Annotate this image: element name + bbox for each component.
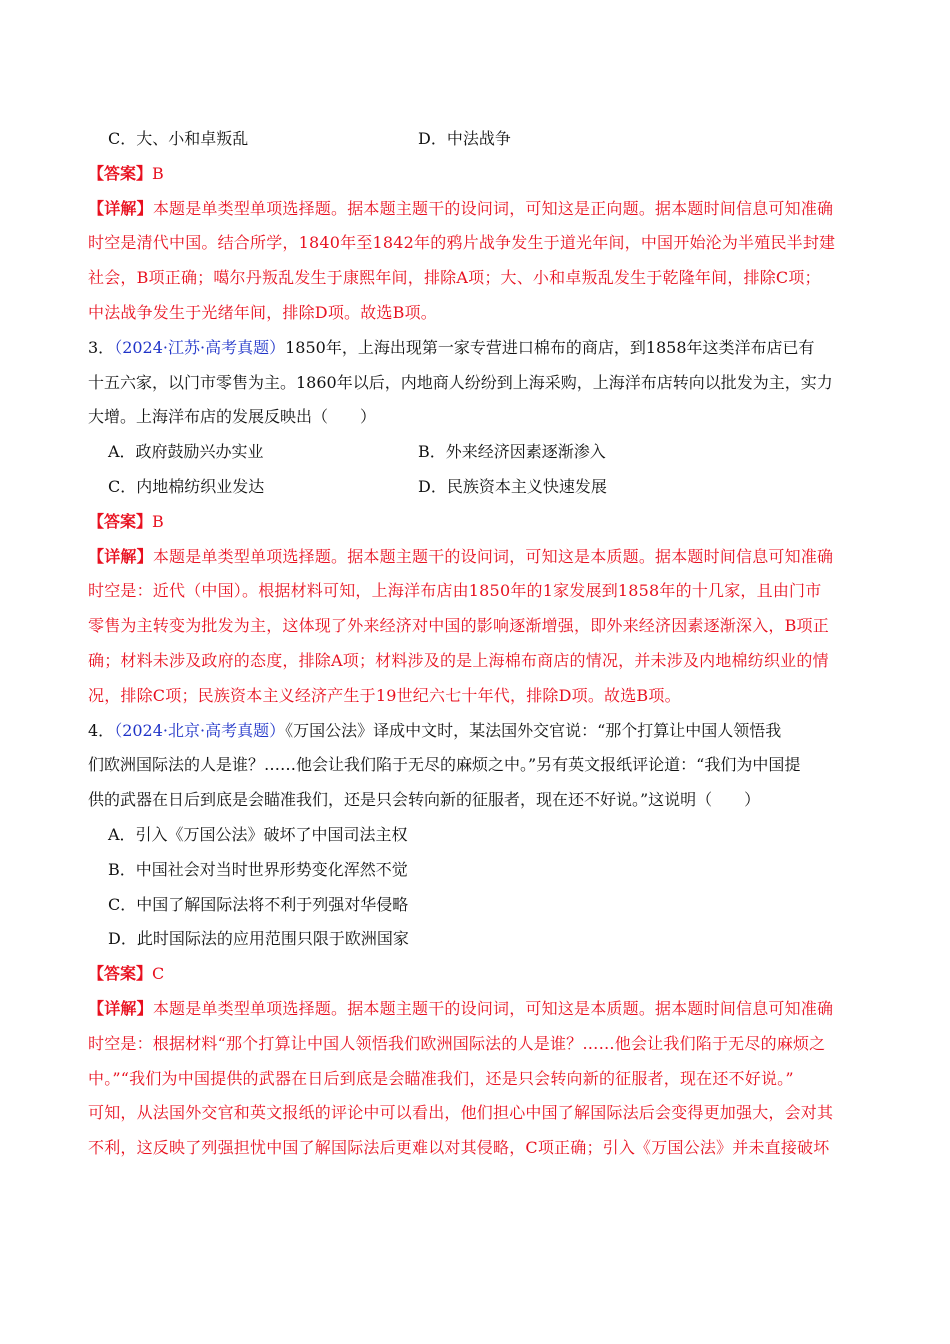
detail-line: 中法战争发生于光绪年间，排除D项。故选B项。 [88,302,437,322]
question-number: 3． [88,337,115,357]
answer-tag: 【答案】 [88,163,153,183]
question-number: 4． [88,720,115,740]
detail-line: 【详解】本题是单类型单项选择题。据本题主题干的设问词，可知这是正向题。据本题时间信息可知准确 [88,198,834,218]
answer-tag: 【答案】 [88,511,153,531]
answer-value: B [152,163,164,183]
detail-line: 中。”“我们为中国提供的武器在日后到底是会瞄准我们，还是只会转向新的征服者，现在还不好说。” [88,1068,794,1088]
q4-option-b: B．中国社会对当时世界形势变化浑然不觉 [108,859,408,879]
detail-line: 时空是清代中国。结合所学，1840年至1842年的鸦片战争发生于道光年间，中国开始沦为半殖民半封建 [88,233,836,253]
q4-option-a: A．引入《万国公法》破坏了中国司法主权 [108,824,408,844]
question-source: （2024·江苏·高考真题） [114,337,286,357]
detail-tag: 【详解】 [88,998,153,1018]
q4-stem-first-line [88,714,868,749]
q4-answer [88,957,868,992]
detail-line: 可知，从法国外交官和英文报纸的评论中可以看出，他们担心中国了解国际法后会变得更加强大，会对其 [88,1103,834,1123]
q3-option-d: D．民族资本主义快速发展 [418,476,607,496]
q3-option-b: B．外来经济因素逐渐渗入 [418,442,606,462]
q4-stem-line: 们欧洲国际法的人是谁？……他会让我们陷于无尽的麻烦之中。”另有英文报纸评论道：“我们为中国提 [88,755,801,775]
q4-detail [88,992,868,1166]
q2-option-d: D．中法战争 [418,129,511,148]
q3-answer [88,505,868,540]
q2-options-row-cd [88,122,868,157]
q3-options-row-ab [88,435,868,470]
detail-line: 零售为主转变为批发为主，这体现了外来经济对中国的影响逐渐增强，即外来经济因素逐渐深入，B项正 [88,616,829,636]
q3-detail [88,540,868,714]
q3-options-row-cd [88,470,868,505]
q3-option-c: C．内地棉纺织业发达 [108,476,265,496]
document-body [88,122,868,1166]
q4-option-c: C．中国了解国际法将不利于列强对华侵略 [108,894,409,914]
detail-line: 时空是：根据材料“那个打算让中国人领悟我们欧洲国际法的人是谁？……他会让我们陷于无尽的麻烦之 [88,1033,826,1053]
q2-option-c: C．大、小和卓叛乱 [108,129,249,148]
answer-value: C [152,964,165,984]
q3-stem-line: 大增。上海洋布店的发展反映出（ ） [88,407,377,427]
detail-line: 况，排除C项；民族资本主义经济产生于19世纪六七十年代，排除D项。故选B项。 [88,685,681,705]
detail-line: 【详解】本题是单类型单项选择题。据本题主题干的设问词，可知这是本质题。据本题时间信息可知准确 [88,998,834,1018]
answer-tag: 【答案】 [88,964,153,984]
answer-value: B [152,511,164,531]
detail-tag: 【详解】 [88,198,153,218]
question-stem: 1850年，上海出现第一家专营进口棉布的商店，到1858年这类洋布店已有 [285,337,815,357]
detail-line: 确；材料未涉及政府的态度，排除A项；材料涉及的是上海棉布商店的情况，并未涉及内地棉纺织业的情 [88,650,829,670]
question-stem: 《万国公法》译成中文时，某法国外交官说：“那个打算让中国人领悟我 [285,720,782,740]
detail-line: 【详解】本题是单类型单项选择题。据本题主题干的设问词，可知这是本质题。据本题时间信息可知准确 [88,546,834,566]
question-source: （2024·北京·高考真题） [114,720,286,740]
q4-stem-line: 供的武器在日后到底是会瞄准我们，还是只会转向新的征服者，现在还不好说。”这说明（ ） [88,790,761,810]
detail-line: 社会，B项正确；噶尔丹叛乱发生于康熙年间，排除A项；大、小和卓叛乱发生于乾隆年间，排除C项； [88,268,821,288]
q2-detail [88,192,868,331]
detail-tag: 【详解】 [88,546,153,566]
q3-stem-first-line [88,331,868,366]
detail-line: 时空是：近代（中国）。根据材料可知，上海洋布店由1850年的1家发展到1858年的十几家，且由门市 [88,581,822,601]
q4-option-d: D．此时国际法的应用范围只限于欧洲国家 [108,929,409,949]
q3-option-a: A．政府鼓励兴办实业 [108,442,264,462]
detail-line: 不利，这反映了列强担忧中国了解国际法后更难以对其侵略，C项正确；引入《万国公法》并未直接破坏 [88,1138,830,1158]
q2-answer [88,157,868,192]
q3-stem-line: 十五六家，以门市零售为主。1860年以后，内地商人纷纷到上海采购，上海洋布店转向以批发为主，实力 [88,372,833,392]
